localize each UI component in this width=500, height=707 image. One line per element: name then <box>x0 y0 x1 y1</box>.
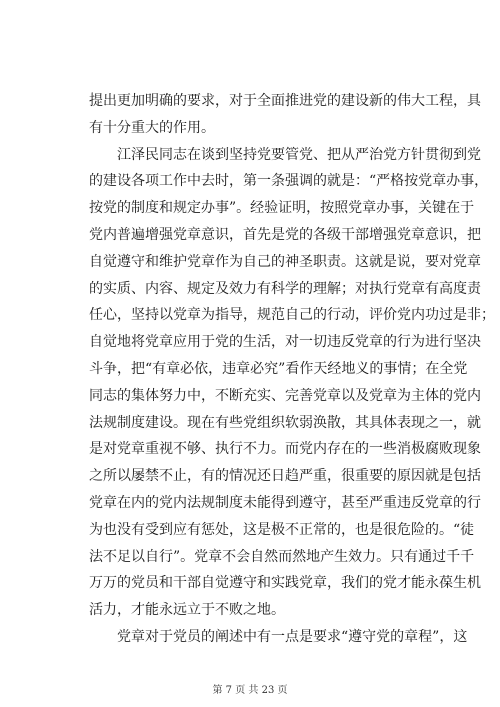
text-line: 是对党章重视不够、执行不力。而党内存在的一些消极腐败现象 <box>89 441 481 458</box>
text-line: 斗争，把“有章必依，违章必究”看作天经地义的事情；在全党 <box>89 360 468 377</box>
text-line: 法不足以自行”。党章不会自然而然地产生效力。只有通过千千 <box>89 548 475 565</box>
body-text <box>89 88 495 651</box>
text-line: 法规制度建设。现在有些党组织软弱涣散，其具体表现之一，就 <box>89 414 481 431</box>
text-line: 任心，坚持以党章为指导，规范自己的行动，评价党内功过是非； <box>89 307 495 324</box>
text-line: 自觉遵守和维护党章作为自己的神圣职责。这就是说，要对党章 <box>89 253 481 270</box>
text-line: 活力，才能永远立于不败之地。 <box>89 602 285 619</box>
page-number-footer: 第 7 页 共 23 页 <box>212 685 288 696</box>
text-line: 的建设各项工作中去时，第一条强调的就是：“严格按党章办事， <box>89 173 489 190</box>
text-line: 之所以屡禁不止，有的情况还日趋严重，很重要的原因就是包括 <box>89 468 481 485</box>
text-line: 提出更加明确的要求，对于全面推进党的建设新的伟大工程，具 <box>89 93 481 109</box>
text-line: 自觉地将党章应用于党的生活，对一切违反党章的行为进行坚决 <box>89 334 481 351</box>
text-line: 的实质、内容、规定及效力有科学的理解；对执行党章有高度责 <box>89 280 481 297</box>
text-line: 按党的制度和规定办事”。经验证明，按照党章办事，关键在于 <box>89 200 475 217</box>
text-line: 党章对于党员的阐述中有一点是要求“遵守党的章程”，这 <box>117 628 468 645</box>
text-line: 万万的党员和干部自觉遵守和实践党章，我们的党才能永葆生机 <box>89 575 481 592</box>
text-line: 江泽民同志在谈到坚持党要管党、把从严治党方针贯彻到党 <box>117 146 481 163</box>
text-line: 有十分重大的作用。 <box>89 119 215 136</box>
text-line: 同志的集体努力中，不断充实、完善党章以及党章为主体的党内 <box>89 387 481 404</box>
text-line: 党章在内的党内法规制度未能得到遵守，甚至严重违反党章的行 <box>89 494 481 511</box>
text-line: 党内普遍增强党章意识，首先是党的各级干部增强党章意识，把 <box>89 226 481 243</box>
text-line: 为也没有受到应有惩处，这是极不正常的，也是很危险的。“徒 <box>89 521 475 538</box>
